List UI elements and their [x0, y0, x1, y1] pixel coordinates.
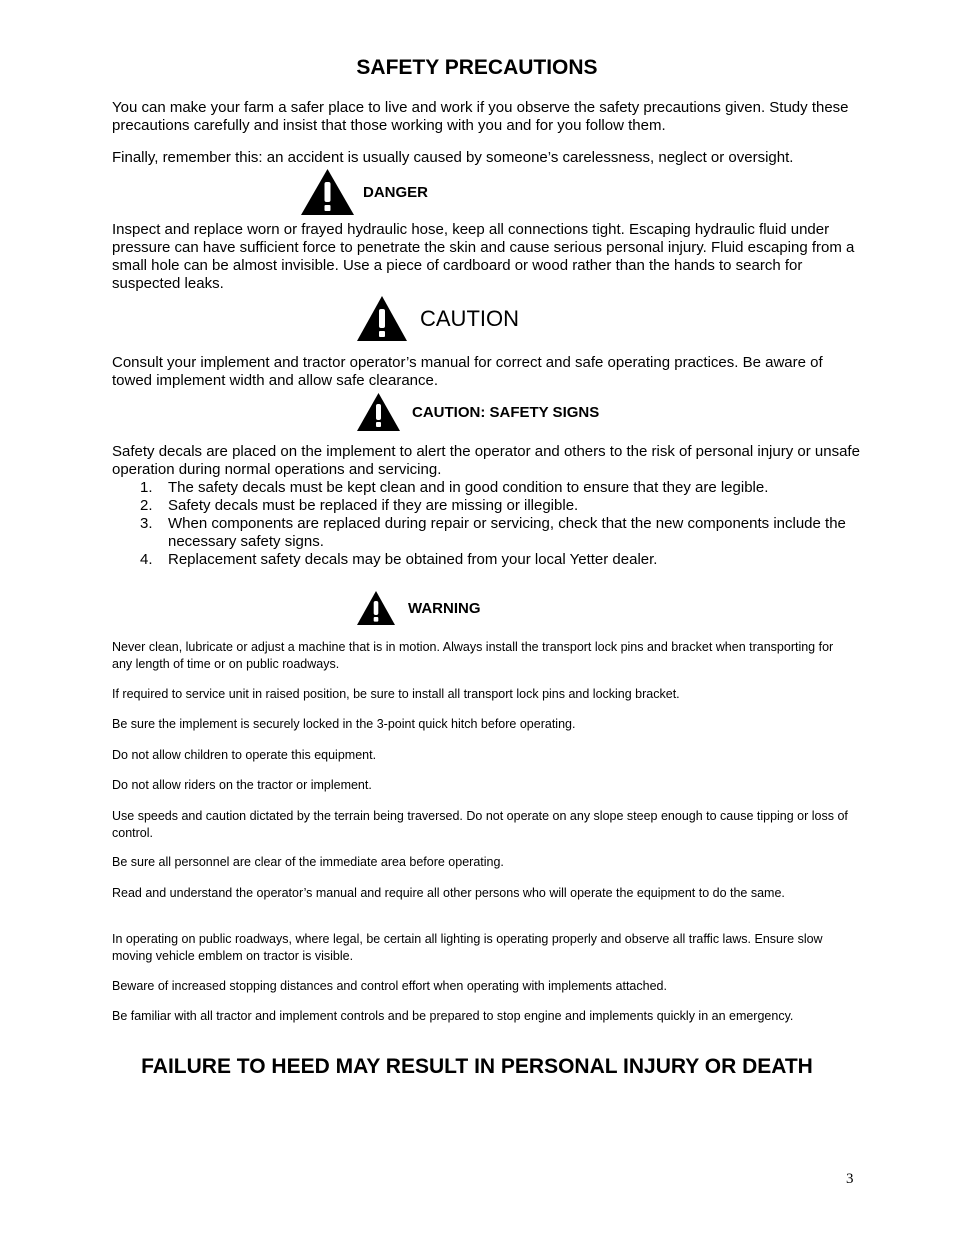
safety-signs-list: [112, 479, 862, 569]
danger-label: DANGER: [363, 183, 429, 201]
list-item: 1. The safety decals must be kept clean and in good condition to ensure that they are legible.: [140, 479, 769, 496]
caution-sign: [356, 295, 519, 342]
warning-item: Be sure the implement is securely locked in the 3-point quick hitch before operating.: [112, 717, 576, 731]
safety-signs-sign: [356, 392, 599, 432]
warning-item: Never clean, lubricate or adjust a machine that is in motion. Always install the transport lock pins and bracket when transporting for any length of time or on public roadways.: [112, 640, 834, 671]
warning-item: Beware of increased stopping distances and control effort when operating with implements attached.: [112, 979, 667, 993]
list-item: 2. Safety decals must be replaced if they are missing or illegible.: [140, 497, 579, 514]
warning-triangle-icon: [356, 392, 401, 432]
warning-item: Do not allow riders on the tractor or implement.: [112, 778, 372, 792]
safety-signs-label: CAUTION: SAFETY SIGNS: [412, 403, 600, 421]
page-number: 3: [846, 1171, 854, 1187]
intro-paragraph: You can make your farm a safer place to live and work if you observe the safety precautions given. Study these precautions carefully and insist that those working with you and for you follow them.: [112, 99, 849, 134]
warning-item: Be sure all personnel are clear of the immediate area before operating.: [112, 855, 504, 869]
list-item: 4. Replacement safety decals may be obtained from your local Yetter dealer.: [140, 551, 658, 568]
warning-item: Use speeds and caution dictated by the terrain being traversed. Do not operate on any slope steep enough to cause tipping or loss of control.: [112, 809, 848, 840]
page-title: SAFETY PRECAUTIONS: [356, 56, 598, 79]
footer-warning: FAILURE TO HEED MAY RESULT IN PERSONAL INJURY OR DEATH: [141, 1055, 813, 1078]
warning-label: WARNING: [408, 599, 481, 617]
caution-text: Consult your implement and tractor operator’s manual for correct and safe operating practices. Be aware of towed implement width and allow safe clearance.: [112, 354, 823, 389]
danger-text: Inspect and replace worn or frayed hydraulic hose, keep all connections tight. Escaping hydraulic fluid under pressure can have sufficient force to penetrate the skin and cause serious personal injury. Fluid escaping from a small hole can be almost invisible. Use a piece of cardboard or wood rather than the hands to search for suspected leaks.: [112, 221, 855, 292]
warning-triangle-icon: [356, 590, 396, 626]
warning-item: If required to service unit in raised position, be sure to install all transport lock pins and locking bracket.: [112, 687, 680, 701]
list-item: 3. When components are replaced during repair or servicing, check that the new components include the necessary safety signs.: [140, 515, 846, 550]
caution-label: CAUTION: [420, 305, 519, 331]
warning-triangle-icon: [300, 168, 355, 216]
warning-sign: [356, 590, 481, 626]
warning-item: Do not allow children to operate this equipment.: [112, 748, 377, 762]
warning-item: Read and understand the operator’s manual and require all other persons who will operate the equipment to do the same.: [112, 886, 785, 900]
safety-signs-text: Safety decals are placed on the implement to alert the operator and others to the risk of personal injury or unsafe operation during normal operations and servicing.: [112, 443, 860, 478]
intro-reminder: Finally, remember this: an accident is usually caused by someone’s carelessness, neglect or oversight.: [112, 149, 794, 166]
warning-item: In operating on public roadways, where legal, be certain all lighting is operating properly and observe all traffic laws. Ensure slow moving vehicle emblem on tractor is visible.: [112, 932, 823, 963]
warning-triangle-icon: [356, 295, 408, 342]
warning-item: Be familiar with all tractor and implement controls and be prepared to stop engine and implements quickly in an emergency.: [112, 1009, 794, 1023]
danger-sign: [300, 168, 428, 216]
